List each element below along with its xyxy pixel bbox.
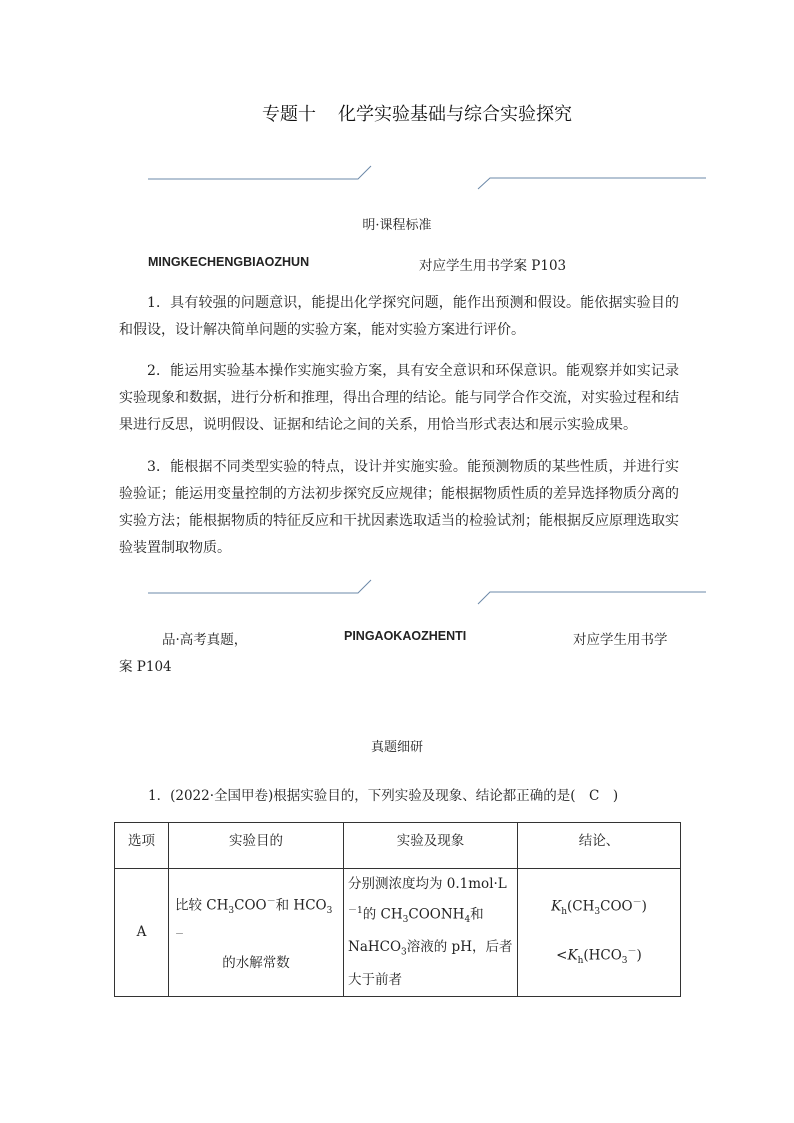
- section2-pinyin: PINGAOKAOZHENTI: [344, 629, 467, 643]
- question-table: [114, 822, 681, 997]
- experiment-cell: 分别测浓度均为 $0.1mol\cdot L^{-1}$的 $CH_3COONH_4$和 NaHCO$_3$溶液的 pH，后者大于前者: [344, 869, 518, 997]
- standard-paragraph-3: 3．能根据不同类型实验的特点，设计并实施实验。能预测物质的某些性质，并进行实验验证；能运用变量控制的方法初步探究反应规律；能根据物质性质的差异选择物质分离的实验方法；能根据物质的特征反应和干扰因素选取适当的检验试剂；能根据反应原理选取实验装置制取物质。: [119, 459, 679, 556]
- title-part2: 化学实验基础与综合实验探究: [338, 104, 572, 125]
- purpose-cell: 比较 $CH_3COO^-$和 $HCO_3^-$ 的水解常数: [169, 869, 344, 997]
- section2-heading: 品·高考真题，: [162, 632, 248, 648]
- header-option: 选项: [115, 823, 169, 869]
- decorative-divider-bottom: [0, 576, 794, 606]
- header-conclusion: 结论、: [518, 823, 681, 869]
- header-experiment: 实验及现象: [344, 823, 518, 869]
- question-text: 1．(2022·全国甲卷)根据实验目的，下列实验及现象、结论都正确的是( C ): [148, 788, 619, 804]
- section1-ref: 对应学生用书学案 P103: [419, 258, 567, 274]
- section1-heading: 明·课程标准: [362, 218, 432, 233]
- section2-ref-line2: 案 P104: [119, 659, 172, 675]
- standard-paragraph-2: 2．能运用实验基本操作实施实验方案，具有安全意识和环保意识。能观察并如实记录实验现象和数据，进行分析和推理，得出合理的结论。能与同学合作交流，对实验过程和结果进行反思，说明假设、证据和结论之间的关系，用恰当形式表达和展示实验成果。: [119, 363, 679, 433]
- section1-pinyin: MINGKECHENGBIAOZHUN: [148, 255, 310, 269]
- option-cell: A: [115, 869, 169, 997]
- title-part1: 专题十: [262, 104, 316, 125]
- header-purpose: 实验目的: [169, 823, 344, 869]
- page-title: [0, 100, 794, 126]
- table-header-row: [115, 823, 681, 869]
- table-row: [115, 869, 681, 997]
- decorative-divider-top: [0, 162, 794, 192]
- conclusion-cell: $K_h(CH_3COO^-)$ $<K_h(HCO_3^-)$: [518, 869, 681, 997]
- section2-ref-line1: 对应学生用书学: [573, 632, 668, 648]
- standard-paragraph-1: 1．具有较强的问题意识，能提出化学探究问题，能作出预测和假设。能依据实验目的和假设，设计解决简单问题的实验方案，能对实验方案进行评价。: [119, 295, 679, 338]
- subsection-heading: 真题细研: [370, 740, 423, 755]
